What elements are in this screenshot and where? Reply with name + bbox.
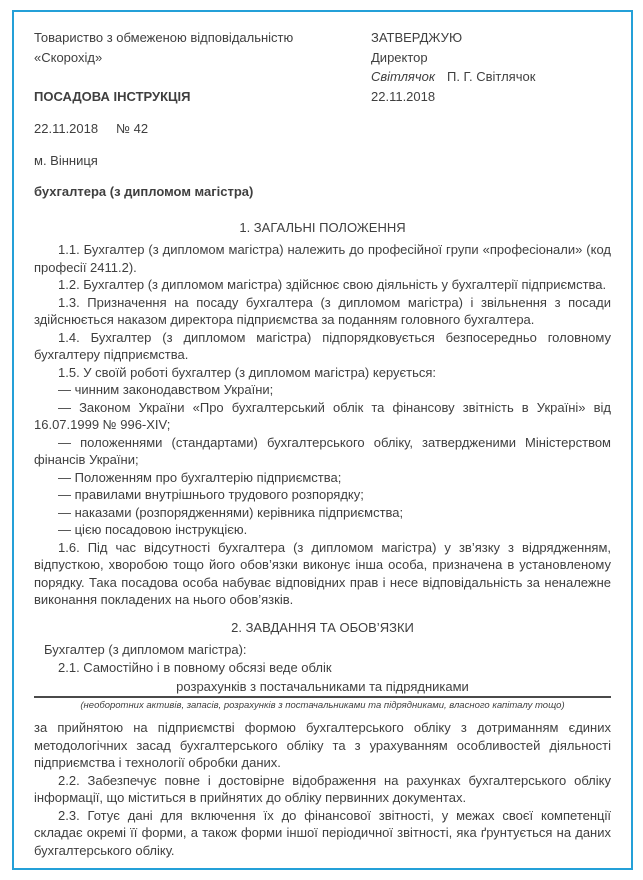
document-header: [34, 28, 611, 106]
approval-block: [371, 28, 611, 106]
doc-type-title: ПОСАДОВА ІНСТРУКЦІЯ: [34, 88, 191, 104]
list-item: — цією посадовою інструкцією.: [58, 522, 248, 537]
paragraph: 1.6. Під час відсутності бухгалтера (з дипломом магістра) у зв’язку з відрядженням, відпусткою, хворобою тощо його обов’язки виконує інша особа, призначена в установленому порядку. Така посадова особа набуває відповідних прав і несе відповідальність за неналежне виконання покладених на нього обов’язків.: [34, 539, 611, 607]
fill-in-value: [34, 677, 611, 698]
paragraph: 1.2. Бухгалтер (з дипломом магістра) здійснює свою діяльність у бухгалтерії підприємства.: [58, 277, 607, 292]
list-item: — правилами внутрішнього трудового розпорядку;: [58, 487, 364, 502]
paragraph: 1.3. Призначення на посаду бухгалтера (з дипломом магістра) і звільнення з посади здійснюється наказом директора підприємства за поданням головного бухгалтера.: [34, 294, 611, 327]
list-item: — положеннями (стандартами) бухгалтерського обліку, затвердженими Міністерством фінансів України;: [34, 434, 611, 467]
list-item: — чинним законодавством України;: [58, 382, 274, 397]
paragraph: 1.1. Бухгалтер (з дипломом магістра) належить до професійної групи «професіонали» (код професії 2411.2).: [34, 242, 611, 275]
doc-number: № 42: [116, 121, 149, 136]
approver-signature-line: [371, 67, 611, 87]
paragraph: 2.3. Готує дані для включення їх до фінансової звітності, у межах своєї компетенції складає окремі її форми, а також форми іншої періодичної звітності, яка ґрунтується на даних бухгалтерського обліку.: [34, 807, 611, 858]
section-2-heading: 2. ЗАВДАННЯ ТА ОБОВ’ЯЗКИ: [231, 619, 414, 635]
city: м. Вінниця: [34, 152, 98, 168]
company-block: [34, 28, 371, 106]
list-item: — наказами (розпорядженнями) керівника підприємства;: [58, 504, 404, 520]
list-item: — Законом України «Про бухгалтерський облік та фінансову звітність в Україні» від 16.07.1999 № 996-XIV;: [34, 399, 611, 432]
fill-in-hint: (необоротних активів, запасів, розрахунків з постачальниками та підрядниками, власного капіталу тощо): [80, 700, 565, 711]
approval-date: 22.11.2018: [371, 88, 436, 104]
document-page: [12, 10, 633, 870]
company-name-line2: «Скорохід»: [34, 49, 103, 65]
paragraph: 2.2. Забезпечує повне і достовірне відображення на рахунках бухгалтерського обліку інформації, що міститься в прийнятих до обліку первинних документах.: [34, 772, 611, 805]
company-name-line1: Товариство з обмеженою відповідальністю: [34, 30, 294, 45]
approver-name: П. Г. Світлячок: [446, 69, 536, 84]
section-2-intro: Бухгалтер (з дипломом магістра):: [44, 642, 247, 657]
doc-date: 22.11.2018: [34, 121, 99, 136]
paragraph: 1.4. Бухгалтер (з дипломом магістра) підпорядковується безпосередньо головному бухгалтеру підприємства.: [34, 329, 611, 362]
position-title: бухгалтера (з дипломом магістра): [34, 184, 254, 199]
fill-in-value-text: розрахунків з постачальниками та підрядниками: [176, 679, 469, 694]
paragraph-continuation: за прийнятою на підприємстві формою бухгалтерського обліку з дотриманням єдиних методологічних засад бухгалтерського обліку та з урахуванням особливостей діяльності підприємства і технології обробки даних.: [34, 720, 611, 770]
approver-signature: Світлячок: [371, 69, 435, 84]
paragraph: 2.1. Самостійно і в повному обсязі веде облік: [58, 659, 332, 675]
approval-stamp: ЗАТВЕРДЖУЮ: [371, 30, 463, 45]
paragraph: 1.5. У своїй роботі бухгалтер (з дипломом магістра) керується:: [58, 364, 437, 380]
list-item: — Положенням про бухгалтерію підприємства;: [58, 469, 342, 485]
doc-meta-line: [34, 120, 611, 138]
section-1-heading: 1. ЗАГАЛЬНІ ПОЛОЖЕННЯ: [239, 219, 406, 235]
approver-role: Директор: [371, 49, 428, 65]
